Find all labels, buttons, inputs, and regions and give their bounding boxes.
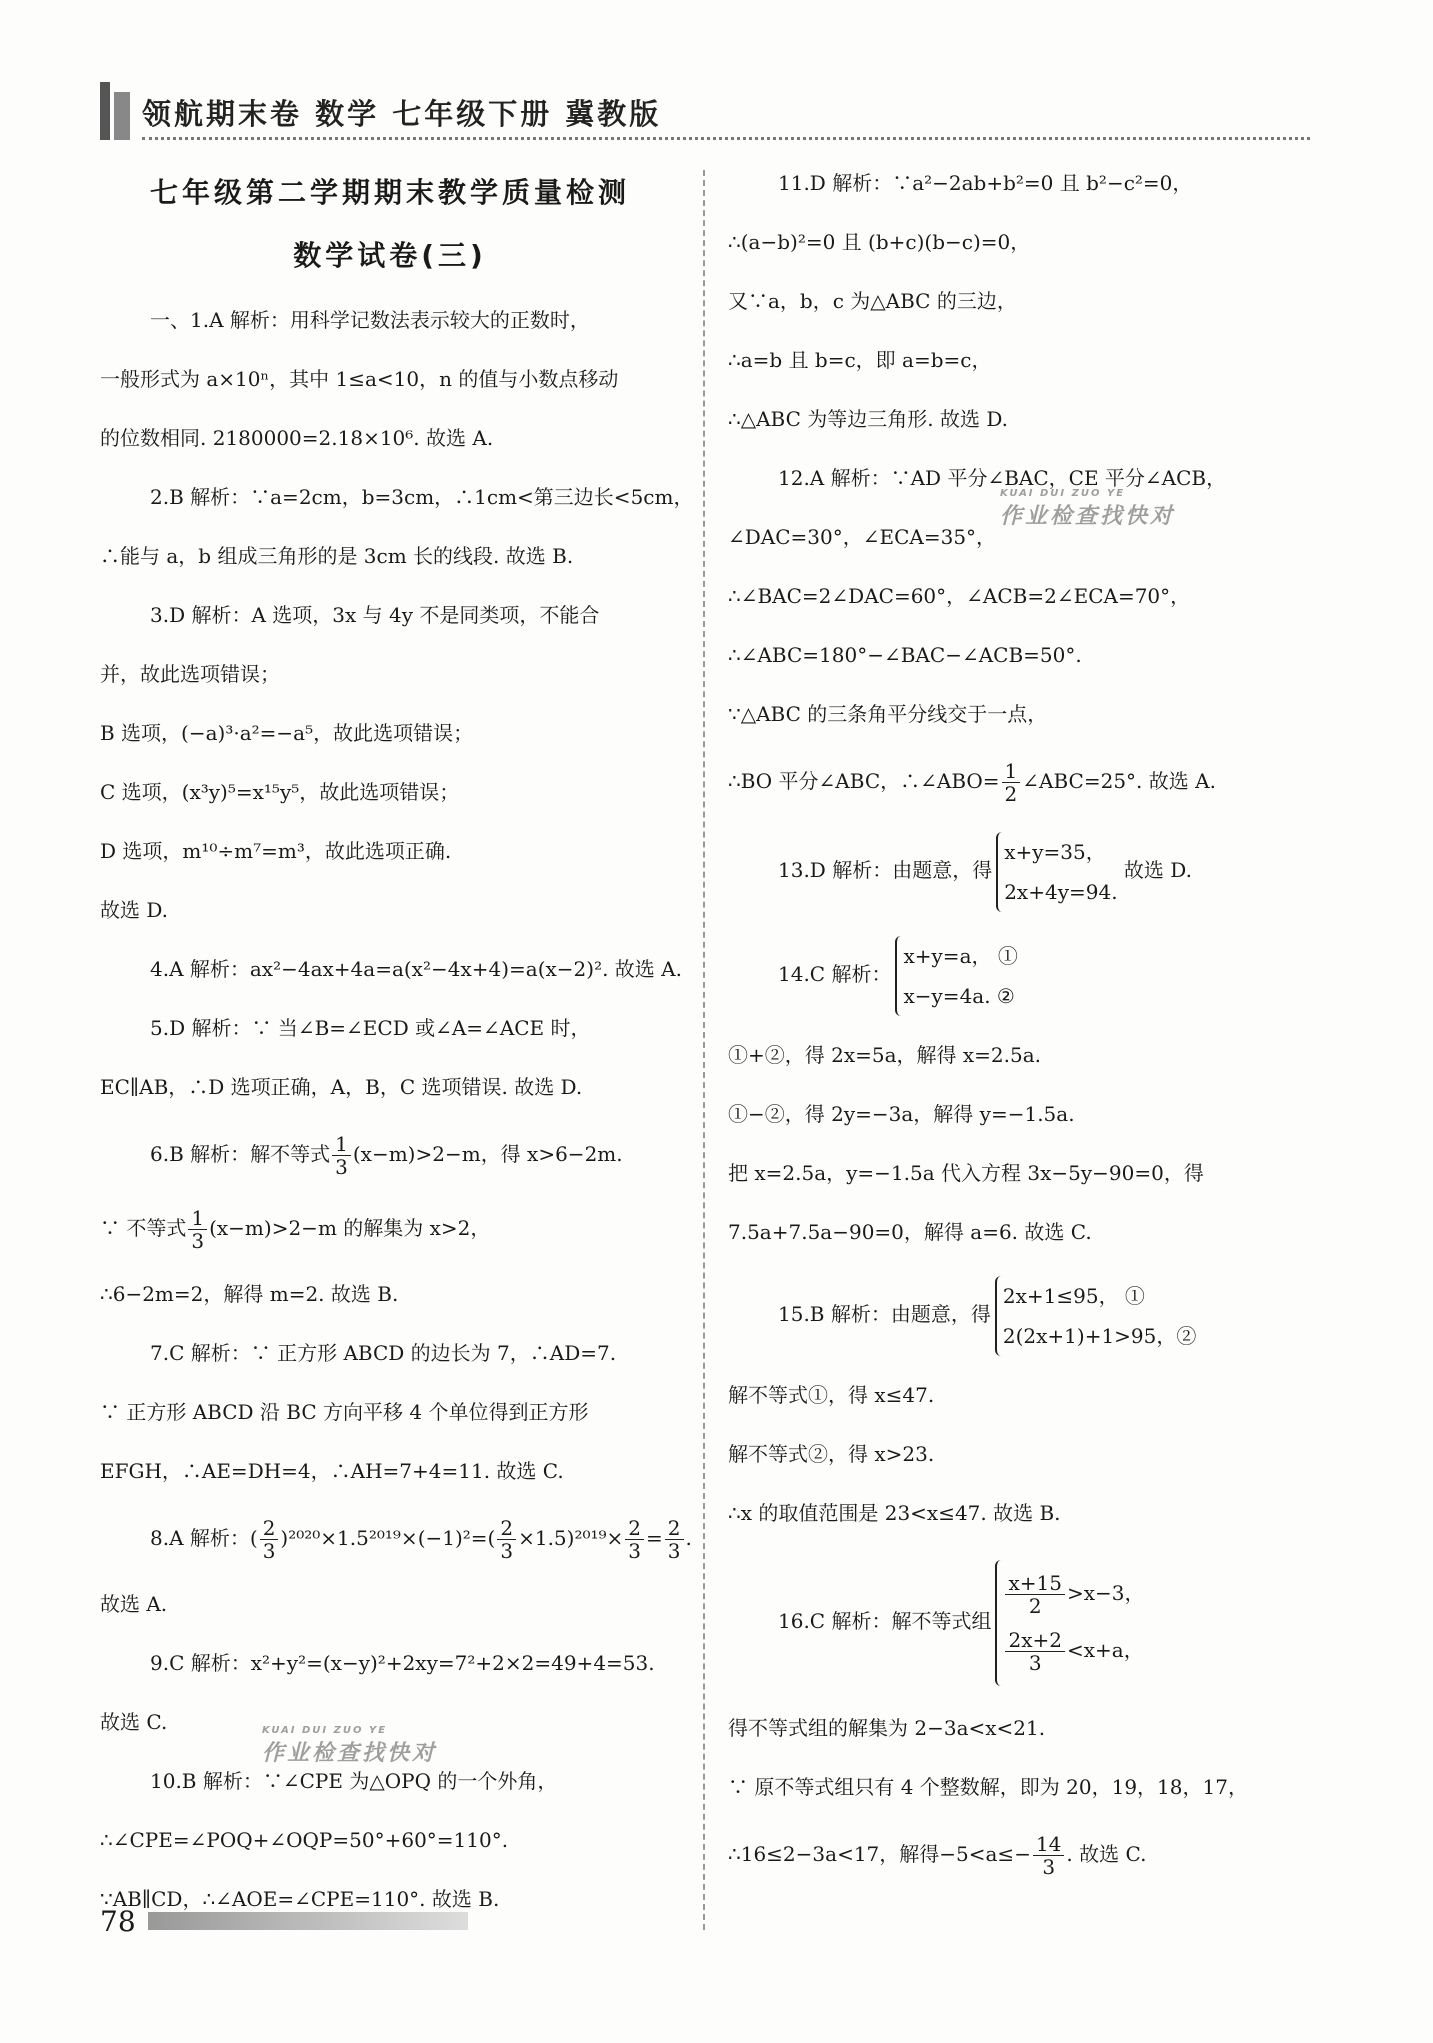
answer-line: 得不等式组的解集为 2−3a<x<21. bbox=[728, 1716, 1046, 1740]
answer-line: 的位数相同. 2180000=2.18×10⁶. 故选 A. bbox=[100, 426, 494, 450]
fraction: $\frac{1}{2}$ bbox=[1002, 760, 1021, 805]
doc-title-line1: 七年级第二学期期末教学质量检测 bbox=[149, 176, 630, 209]
left-column bbox=[100, 160, 694, 1929]
answer-line: B 选项，(−a)³·a²=−a⁵，故此选项错误； bbox=[100, 721, 474, 745]
fraction: $\frac{x+15}{2}$ bbox=[1005, 1572, 1065, 1617]
answer-line: ∴6−2m=2，解得 m=2. 故选 B. bbox=[100, 1282, 399, 1306]
header-title: 领航期末卷 数学 七年级下册 冀教版 bbox=[142, 97, 662, 131]
fraction: $\frac{2}{3}$ bbox=[260, 1517, 279, 1562]
footer-decor-bar bbox=[148, 1912, 468, 1930]
answer-line: 7.5a+7.5a−90=0，解得 a=6. 故选 C. bbox=[728, 1220, 1092, 1244]
answer-line: ∴(a−b)²=0 且 (b+c)(b−c)=0， bbox=[728, 230, 1031, 254]
answer-line: ∴∠ABC=180°−∠BAC−∠ACB=50°. bbox=[728, 643, 1082, 667]
answer-line: ∴∠BAC=2∠DAC=60°，∠ACB=2∠ECA=70°， bbox=[728, 584, 1191, 608]
column-divider bbox=[703, 170, 705, 1930]
inequality-system: $\frac{x+15}{2}$ >x−3， $\frac{2x+2}{3}$ <x+a， bbox=[995, 1560, 1144, 1686]
doc-title-line2: 数学试卷(三) bbox=[293, 239, 487, 272]
answer-line: ∴∠CPE=∠POQ+∠OQP=50°+60°=110°. bbox=[100, 1828, 509, 1852]
answer-q16: 16.C 解析：解不等式组 $\frac{x+15}{2}$ >x−3， $\frac{2x+2}{3}$ <x+a， bbox=[728, 1543, 1308, 1699]
fraction: $\frac{1}{3}$ bbox=[332, 1133, 351, 1178]
answer-q16-last: ∴16≤2−3a<17，解得−5<a≤− $\frac{14}{3}$ . 故选 C. bbox=[728, 1832, 1147, 1879]
answer-line: ∴a=b 且 b=c，即 a=b=c， bbox=[728, 348, 992, 372]
answer-q8-line: 8.A 解析：( $\frac{2}{3}$ )²⁰²⁰×1.5²⁰¹⁹×(−1)²=( $\frac{2}{3}$ ×1.5)²⁰¹⁹× $\frac{2}{3}$ = $\frac{2}{3}$ . bbox=[150, 1516, 692, 1563]
fraction: $\frac{2}{3}$ bbox=[665, 1517, 684, 1562]
page-number: 78 bbox=[100, 1905, 136, 1938]
answer-line: 一、1.A 解析：用科学记数法表示较大的正数时， bbox=[150, 308, 590, 332]
answer-line: ∴△ABC 为等边三角形. 故选 D. bbox=[728, 407, 1009, 431]
answer-line: 5.D 解析：∵ 当∠B=∠ECD 或∠A=∠ACE 时， bbox=[150, 1016, 591, 1040]
answer-q12-last: ∴BO 平分∠ABC，∴∠ABO= $\frac{1}{2}$ ∠ABC=25°. 故选 A. bbox=[728, 759, 1216, 806]
answer-line: 11.D 解析：∵a²−2ab+b²=0 且 b²−c²=0， bbox=[778, 171, 1193, 195]
fraction: $\frac{1}{3}$ bbox=[188, 1207, 207, 1252]
answer-q13: 13.D 解析：由题意，得 x+y=35， 2x+4y=94. 故选 D. bbox=[728, 818, 1308, 922]
answer-line: 又∵a，b，c 为△ABC 的三边， bbox=[728, 289, 1017, 313]
answer-line: ∴能与 a，b 组成三角形的是 3cm 长的线段. 故选 B. bbox=[100, 544, 574, 568]
answer-line: 10.B 解析：∵∠CPE 为△OPQ 的一个外角， bbox=[150, 1769, 558, 1793]
page-header bbox=[100, 82, 1310, 144]
watermark-stamp: KUAI DUI ZUO YE 作业检查找快对 bbox=[1000, 488, 1176, 529]
answer-line: 故选 D. bbox=[100, 898, 169, 922]
header-decor-bar bbox=[114, 92, 130, 140]
answer-line: C 选项，(x³y)⁵=x¹⁵y⁵，故此选项错误； bbox=[100, 780, 460, 804]
answer-line: ∵ 正方形 ABCD 沿 BC 方向平移 4 个单位得到正方形 bbox=[100, 1400, 589, 1424]
fraction: $\frac{2}{3}$ bbox=[497, 1517, 516, 1562]
answer-line: ①−②，得 2y=−3a，解得 y=−1.5a. bbox=[728, 1102, 1075, 1126]
right-column bbox=[728, 160, 1308, 1891]
fraction: $\frac{14}{3}$ bbox=[1033, 1833, 1064, 1878]
answer-line: ∵AB∥CD，∴∠AOE=∠CPE=110°. 故选 B. bbox=[100, 1887, 500, 1911]
answer-line: EC∥AB，∴D 选项正确，A，B，C 选项错误. 故选 D. bbox=[100, 1075, 583, 1099]
answer-line: 9.C 解析：x²+y²=(x−y)²+2xy=7²+2×2=49+4=53. bbox=[150, 1651, 655, 1675]
answer-line: 并，故此选项错误； bbox=[100, 662, 280, 686]
answer-line: ∴x 的取值范围是 23<x≤47. 故选 B. bbox=[728, 1501, 1061, 1525]
answer-line: D 选项，m¹⁰÷m⁷=m³，故此选项正确. bbox=[100, 839, 452, 863]
equation-system: x+y=35， 2x+4y=94. bbox=[996, 832, 1117, 912]
equation-system: x+y=a， ① x−y=4a. ② bbox=[895, 936, 1017, 1016]
answer-line: 7.C 解析：∵ 正方形 ABCD 的边长为 7，∴AD=7. bbox=[150, 1341, 617, 1365]
answer-q15: 15.B 解析：由题意，得 2x+1≤95， ① 2(2x+1)+1>95，② bbox=[728, 1262, 1308, 1366]
answer-line: ∠DAC=30°，∠ECA=35°， bbox=[728, 525, 997, 549]
answer-line: ∵△ABC 的三条角平分线交于一点， bbox=[728, 702, 1048, 726]
answer-line: ∵ 原不等式组只有 4 个整数解，即为 20，19，18，17， bbox=[728, 1775, 1248, 1799]
header-decor-bar bbox=[100, 82, 110, 140]
answer-line: 故选 A. bbox=[100, 1592, 168, 1616]
answer-line: 把 x=2.5a，y=−1.5a 代入方程 3x−5y−90=0，得 bbox=[728, 1161, 1204, 1185]
answer-line: 4.A 解析：ax²−4ax+4a=a(x²−4x+4)=a(x−2)². 故选 A. bbox=[150, 957, 682, 981]
answer-line: 故选 C. bbox=[100, 1710, 168, 1734]
answer-line: 3.D 解析：A 选项，3x 与 4y 不是同类项，不能合 bbox=[150, 603, 600, 627]
answer-line: 一般形式为 a×10ⁿ，其中 1≤a<10，n 的值与小数点移动 bbox=[100, 367, 619, 391]
inequality-system: 2x+1≤95， ① 2(2x+1)+1>95，② bbox=[995, 1276, 1197, 1356]
answer-line: 12.A 解析：∵AD 平分∠BAC，CE 平分∠ACB， bbox=[778, 466, 1227, 490]
fraction: $\frac{2x+2}{3}$ bbox=[1005, 1629, 1065, 1674]
answer-line: 解不等式①，得 x≤47. bbox=[728, 1383, 935, 1407]
answer-q14: 14.C 解析： x+y=a， ① x−y=4a. ② bbox=[728, 922, 1308, 1026]
answer-line: 解不等式②，得 x>23. bbox=[728, 1442, 935, 1466]
answer-line: EFGH，∴AE=DH=4，∴AH=7+4=11. 故选 C. bbox=[100, 1459, 564, 1483]
watermark-stamp: KUAI DUI ZUO YE 作业检查找快对 bbox=[262, 1725, 438, 1766]
answer-q6-line2: ∵ 不等式 $\frac{1}{3}$ (x−m)>2−m 的解集为 x>2， bbox=[100, 1206, 491, 1253]
answer-line: ①+②，得 2x=5a，解得 x=2.5a. bbox=[728, 1043, 1042, 1067]
fraction: $\frac{2}{3}$ bbox=[625, 1517, 644, 1562]
answer-line: 2.B 解析：∵a=2cm，b=3cm，∴1cm<第三边长<5cm， bbox=[150, 485, 694, 509]
header-dotted-rule bbox=[142, 137, 1310, 140]
answer-q6-line1: 6.B 解析：解不等式 $\frac{1}{3}$ (x−m)>2−m，得 x>6−2m. bbox=[150, 1132, 623, 1179]
